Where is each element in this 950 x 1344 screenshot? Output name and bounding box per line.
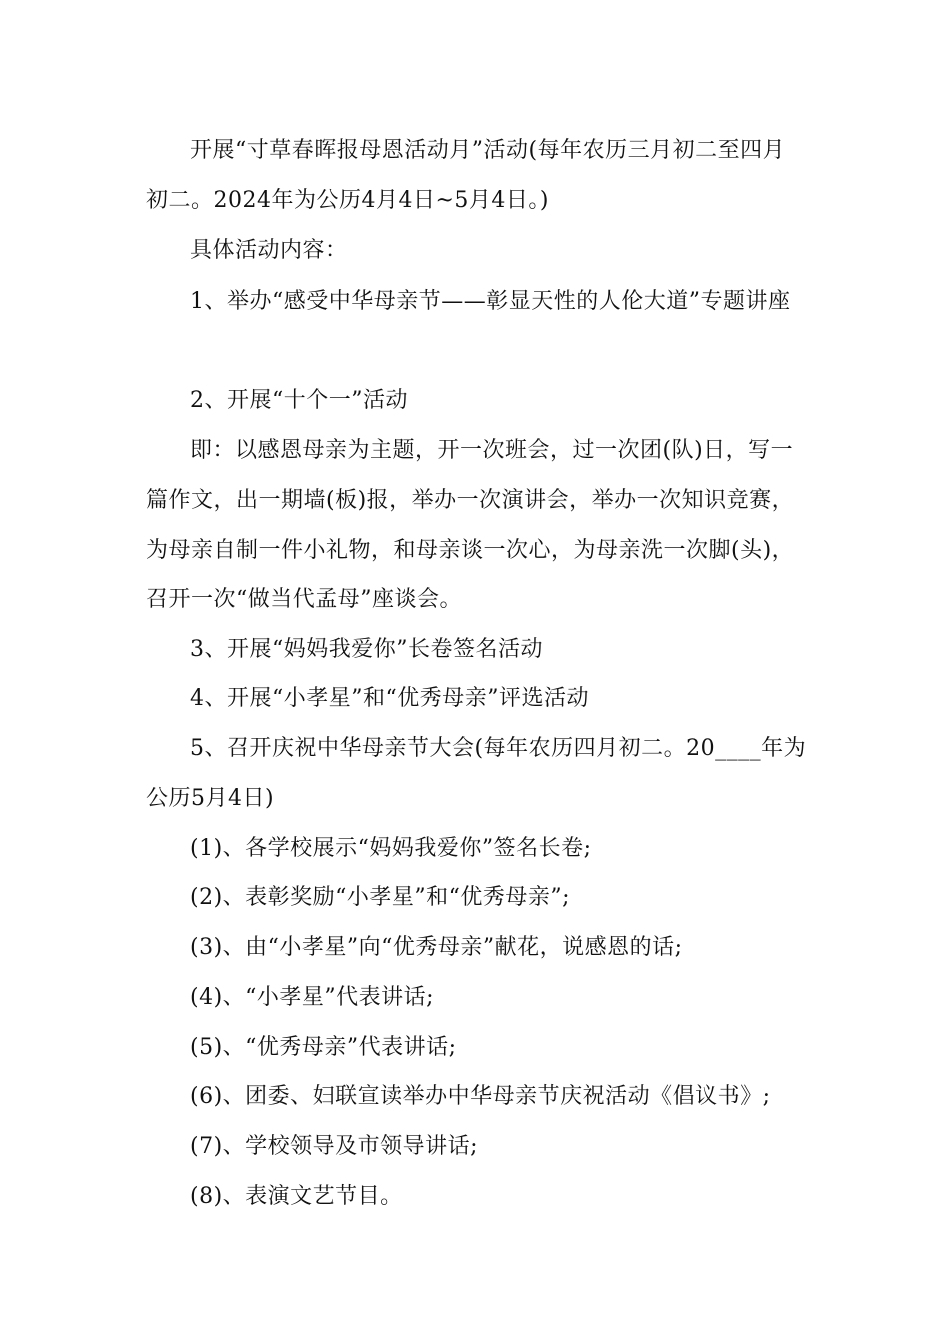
list-item: (7)、学校领导及市领导讲话;: [190, 1134, 479, 1159]
list-item: (5)、“优秀母亲”代表讲话;: [190, 1035, 457, 1060]
list-item: (4)、“小孝星”代表讲话;: [190, 985, 435, 1010]
paragraph-line: 公历5月4日): [146, 786, 275, 811]
list-item: (3)、由“小孝星”向“优秀母亲”献花，说感恩的话;: [190, 935, 683, 960]
paragraph-line: 2、开展“十个一”活动: [190, 388, 408, 413]
paragraph-line: 开展“寸草春晖报母恩活动月”活动(每年农历三月初二至四月: [190, 138, 786, 163]
paragraph-line: 3、开展“妈妈我爱你”长卷签名活动: [190, 637, 543, 662]
paragraph-line: 为母亲自制一件小礼物，和母亲谈一次心，为母亲洗一次脚(头)，: [146, 538, 795, 563]
paragraph-line: 具体活动内容：: [190, 238, 348, 263]
paragraph-line: 篇作文，出一期墙(板)报，举办一次演讲会，举办一次知识竞赛，: [146, 488, 795, 513]
paragraph-line: 5、召开庆祝中华母亲节大会(每年农历四月初二。20____年为: [190, 736, 807, 761]
list-item: (6)、团委、妇联宣读举办中华母亲节庆祝活动《倡议书》;: [190, 1084, 771, 1109]
paragraph-line: 召开一次“做当代孟母”座谈会。: [146, 587, 462, 612]
list-item: (8)、表演文艺节目。: [190, 1184, 403, 1209]
paragraph-line: 1、举办“感受中华母亲节——彰显天性的人伦大道”专题讲座: [190, 289, 791, 314]
list-item: (1)、各学校展示“妈妈我爱你”签名长卷;: [190, 836, 592, 861]
paragraph-line: 4、开展“小孝星”和“优秀母亲”评选活动: [190, 686, 589, 711]
paragraph-line: 初二。2024年为公历4月4日~5月4日。): [146, 188, 549, 213]
paragraph-line: 即：以感恩母亲为主题，开一次班会，过一次团(队)日，写一: [190, 438, 794, 463]
list-item: (2)、表彰奖励“小孝星”和“优秀母亲”;: [190, 885, 571, 910]
